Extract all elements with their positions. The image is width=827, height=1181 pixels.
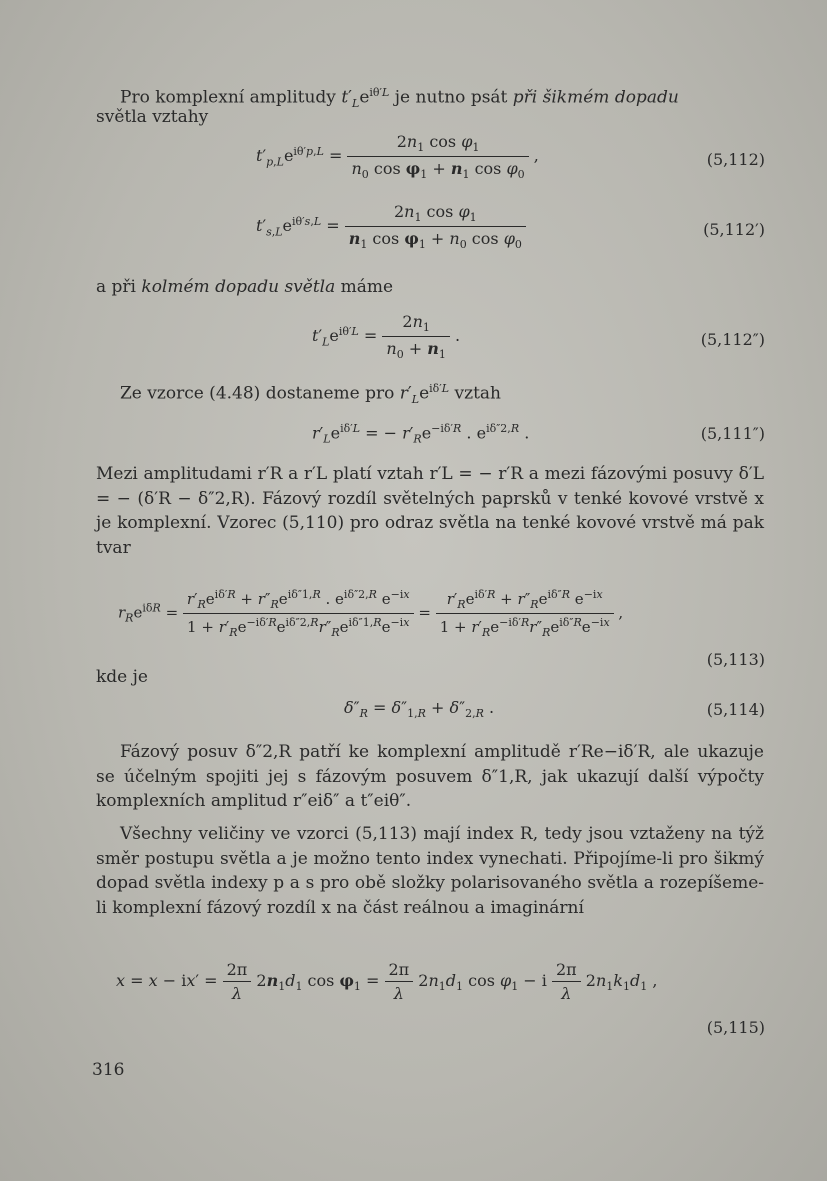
paragraph-fazovy-posuv: Fázový posuv δ″2,R patří ke komplexní amplitudě r′Re−iδ′R, ale ukazuje se účelným spojiti jej s fázovým posuvem δ″1,R, jak ukazují další výpočty komplexních amplitud r″eiδ″ a t″eiθ″.: [96, 742, 764, 811]
equation-number-5-112: (5,112): [706, 150, 765, 169]
equation-5-112-double-prime: $t'_Le^{i\theta'L}$ = $\frac{2n_1}{n_0 + n_1}$ .: [312, 312, 461, 362]
paragraph-mezi-amplitudami: Mezi amplitudami r′R a r′L platí vztah r′L = − r′R a mezi fázovými posuvy δ′L = − (δ′R − δ″2,R). Fázový rozdíl světelných paprsků v tenké kovové vrstvě x je komplexní. Vzorec (5,110) pro odraz světla na tenké kovové vrstvě má pak tvar: [96, 464, 764, 558]
equation-5-114: $\delta''_R = \delta''_{1,R} + \delta''_{2,R}$ .: [344, 698, 495, 721]
intro-line-2: světla vztahy: [96, 107, 209, 127]
equation-number-5-112-prime: (5,112′): [703, 220, 765, 239]
equation-number-5-113: (5,113): [706, 650, 765, 669]
equation-5-112: $t'_{p,L}e^{i\theta'p,L}$ = $\frac{2n_1 \cos \varphi_1}{n_0 \cos \varphi_1 + n_1 \cos \varphi_0}$ ,: [256, 132, 539, 182]
intro-text-a: Pro komplexní amplitudy: [120, 87, 342, 108]
kde-je-label: kde je: [96, 667, 148, 687]
equation-5-113: $r_Re^{i\delta R}$ = $\frac{r'_Re^{i\delta'R} + r''_Re^{i\delta''1,R} . e^{i\delta''2,R} e^{-ix}}{1 + r'_Re^{-i\delta'R}e^{i\delta''2,R}r''_Re^{i\delta''1,R}e^{-ix}}$ = $\frac{r'_Re^{i\delta'R} + r''_Re^{i\delta''R} e^{-ix}}{1 + r'_Re^{-i\delta'R}r''_Re^{i\delta''R}e^{-ix}}$ ,: [118, 588, 624, 639]
normal-incidence-line: a při kolmém dopadu světla máme: [96, 277, 394, 297]
intro-italic: při šikmém dopadu: [512, 87, 679, 108]
equation-number-5-114: (5,114): [706, 700, 765, 719]
equation-number-5-115: (5,115): [706, 1018, 765, 1037]
page-number: 316: [92, 1060, 125, 1080]
equation-number-5-112-double-prime: (5,112″): [700, 330, 765, 349]
equation-5-115: x = x − ix′ = $\frac{2\pi}{\lambda}$ $2n_1d_1$ $\cos \varphi_1$ = $\frac{2\pi}{\lambda}$ $2n_1d_1$ $\cos \varphi_1 - i$ $\frac{2\pi}{\lambda}$ $2n_1k_1d_1$ ,: [116, 960, 658, 1003]
equation-number-5-111-double-prime: (5,111″): [700, 424, 765, 443]
equation-5-111-double-prime: $r'_Le^{i\delta'L}$ = − $r'_Re^{-i\delta'R}$ . $e^{i\delta''2,R}$ .: [312, 422, 530, 446]
ze-vzorce-line: Ze vzorce (4.48) dostaneme pro $r'_Le^{i\delta'L}$ vztah: [120, 382, 501, 407]
intro-line-1: Pro komplexní amplitudy $t'_Le^{i\theta'L}$ je nutno psát při šikmém dopadu: [120, 86, 679, 111]
paragraph-vsechny-veliciny: Všechny veličiny ve vzorci (5,113) mají index R, tedy jsou vztaženy na týž směr postupu světla a je možno tento index vynechati. Připojíme-li pro šikmý dopad světla indexy p a s pro obě složky polarisovaného světla a rozepíšeme-li komplexní fázový rozdíl x na část reálnou a imaginární: [96, 824, 764, 918]
intro-text-b: je nutno psát: [389, 87, 513, 108]
equation-5-112-prime: $t'_{s,L}e^{i\theta's,L}$ = $\frac{2n_1 \cos \varphi_1}{n_1 \cos \varphi_1 + n_0 \cos \varphi_0}$: [256, 202, 526, 251]
